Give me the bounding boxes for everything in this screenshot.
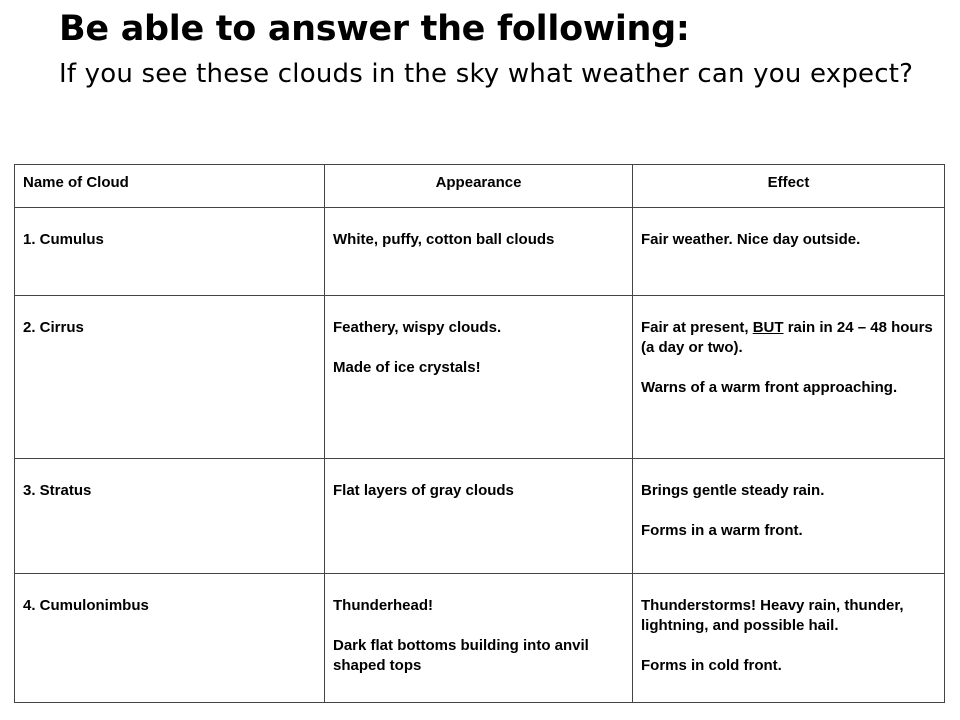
table-row: [15, 296, 945, 459]
effect-text-secondary: Forms in a warm front.: [641, 522, 803, 539]
appearance-cell: [325, 574, 633, 703]
slide-subtitle: If you see these clouds in the sky what weather can you expect?: [59, 59, 914, 89]
cloud-name-cell: 3. Stratus: [15, 459, 325, 574]
effect-cell: [633, 574, 945, 703]
cloud-name-cell: 4. Cumulonimbus: [15, 574, 325, 703]
effect-text-start: Fair at present,: [641, 319, 753, 336]
appearance-cell: [325, 459, 633, 574]
effect-cell: [633, 208, 945, 296]
appearance-cell: [325, 296, 633, 459]
appearance-text-secondary: Dark flat bottoms building into anvil shaped tops: [333, 637, 589, 674]
appearance-cell: [325, 208, 633, 296]
table-row: [15, 459, 945, 574]
table-row: [15, 574, 945, 703]
effect-text-end: rain in 24 – 48 hours (a day or two).: [641, 319, 933, 356]
effect-text: Thunderstorms! Heavy rain, thunder, lightning, and possible hail.: [641, 597, 904, 634]
table-row: [15, 208, 945, 296]
effect-text: Fair weather. Nice day outside.: [641, 231, 861, 248]
appearance-text-secondary: Made of ice crystals!: [333, 359, 481, 376]
effect-cell: [633, 459, 945, 574]
cloud-name-cell: 2. Cirrus: [15, 296, 325, 459]
effect-text-secondary: Warns of a warm front approaching.: [641, 379, 898, 396]
effect-text-secondary: Forms in cold front.: [641, 657, 782, 674]
cloud-table: [14, 164, 945, 703]
table-header-row: [15, 165, 945, 208]
slide-header: [59, 6, 939, 94]
effect-cell: [633, 296, 945, 459]
header-appearance: Appearance: [325, 165, 633, 208]
effect-text: [641, 318, 936, 358]
appearance-text: Feathery, wispy clouds.: [333, 319, 502, 336]
header-name-of-cloud: Name of Cloud: [15, 165, 325, 208]
slide-title: Be able to answer the following:: [59, 9, 690, 49]
cloud-name-cell: 1. Cumulus: [15, 208, 325, 296]
appearance-text: Flat layers of gray clouds: [333, 482, 514, 499]
appearance-text: White, puffy, cotton ball clouds: [333, 231, 555, 248]
effect-text: Brings gentle steady rain.: [641, 482, 825, 499]
appearance-text: Thunderhead!: [333, 597, 433, 614]
header-effect: Effect: [633, 165, 945, 208]
effect-emphasis: BUT: [752, 319, 784, 336]
